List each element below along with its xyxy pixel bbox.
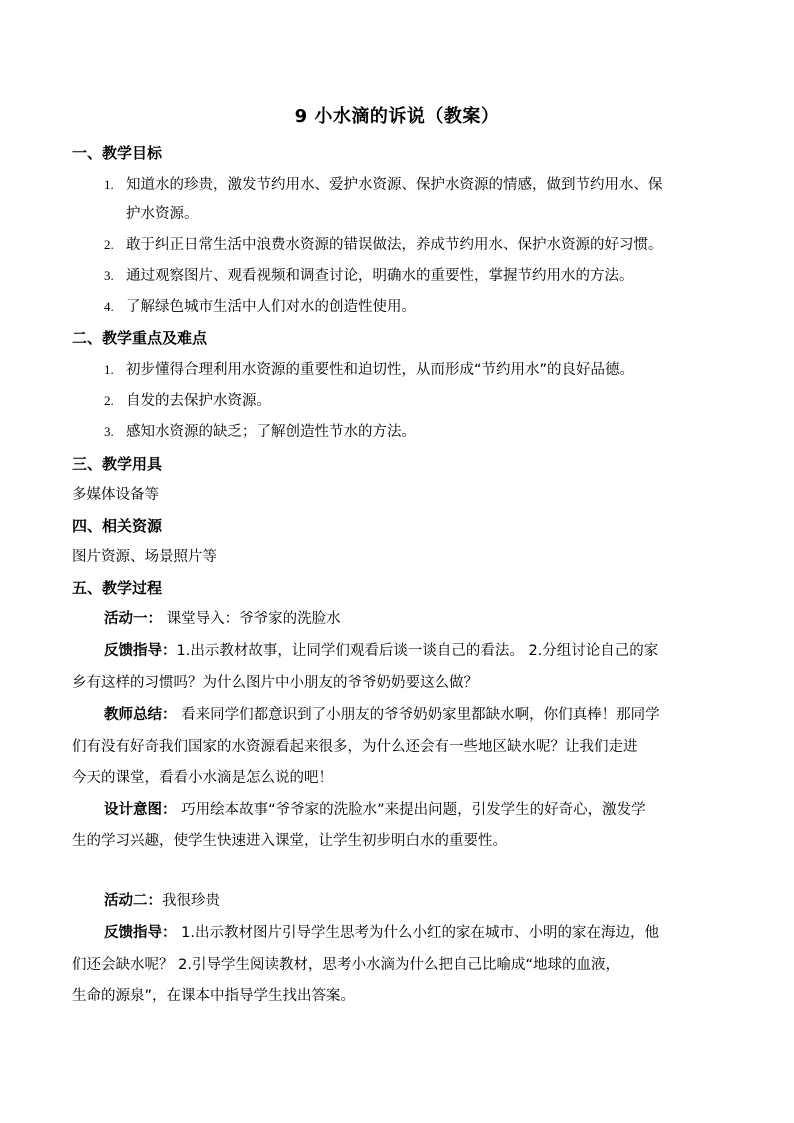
feedback-label: 反馈指导： [104, 643, 177, 659]
list-text: 敢于纠正日常生活中浪费水资源的错误做法，养成节约用水、保护水资源的好习惯。 [126, 237, 663, 253]
list-number: 1. [104, 362, 114, 377]
list-number: 1. [104, 177, 114, 192]
summary-text-continued: 今天的课堂，看看小水滴是怎么说的吧！ [72, 770, 333, 786]
section-heading-resources: 四、相关资源 [72, 517, 163, 535]
document-title: 9 小水滴的诉说（教案） [294, 106, 500, 127]
activity-one-intent [104, 799, 646, 821]
list-item [104, 296, 416, 318]
summary-text-continued: 们有没有好奇我们国家的水资源看起来很多，为什么还会有一些地区缺水呢？让我们走进 [72, 739, 638, 755]
list-number: 2. [104, 237, 114, 252]
feedback-text: 1.出示教材故事，让同学们观看后谈一谈自己的看法。 2.分组讨论自己的家 [176, 643, 659, 659]
list-text: 感知水资源的缺乏；了解创造性节水的方法。 [126, 424, 416, 440]
activity-two-line [104, 890, 220, 912]
section-heading-process: 五、教学过程 [72, 579, 163, 597]
list-item [104, 421, 416, 443]
list-number: 4. [104, 299, 114, 314]
activity-one-label: 活动一： [104, 611, 162, 627]
intent-text: 巧用绘本故事“爷爷家的洗脸水”来提出问题，引发学生的好奇心，激发学 [176, 802, 646, 818]
list-text: 通过观察图片、观看视频和调查讨论，明确水的重要性，掌握节约用水的方法。 [126, 268, 634, 284]
activity-two-feedback [104, 922, 659, 944]
list-number: 3. [104, 268, 114, 283]
list-number: 3. [104, 424, 114, 439]
activity-one-line [104, 608, 341, 630]
activity-two-title: 我很珍贵 [162, 893, 220, 909]
section-heading-objectives: 一、教学目标 [72, 144, 163, 162]
summary-label: 教师总结： [104, 707, 177, 723]
list-item [104, 359, 634, 381]
intent-label: 设计意图： [104, 802, 177, 818]
section-heading-tools: 三、教学用具 [72, 455, 163, 473]
activity-two-label: 活动二： [104, 893, 162, 909]
list-text-continued: 护水资源。 [126, 206, 199, 222]
list-item [104, 390, 271, 412]
feedback-label: 反馈指导： [104, 925, 177, 941]
list-text: 知道水的珍贵，激发节约用水、爱护水资源、保护水资源的情感，做到节约用水、保 [126, 177, 663, 193]
list-item [104, 174, 663, 196]
list-text: 了解绿色城市生活中人们对水的创造性使用。 [126, 299, 416, 315]
feedback-text-continued: 乡有这样的习惯吗？为什么图片中小朋友的爷爷奶奶要这么做？ [72, 675, 478, 691]
intent-text-continued: 生的学习兴趣，使学生快速进入课堂，让学生初步明白水的重要性。 [72, 833, 507, 849]
summary-text: 看来同学们都意识到了小朋友的爷爷奶奶家里都缺水啊，你们真棒！那同学 [176, 707, 660, 723]
activity-one-feedback [104, 640, 658, 662]
feedback-text-continued: 们还会缺水呢？ 2.引导学生阅读教材，思考小水滴为什么把自己比喻成“地球的血液， [72, 957, 620, 973]
feedback-text: 1.出示教材图片引导学生思考为什么小红的家在城市、小明的家在海边，他 [176, 925, 659, 941]
list-item [104, 234, 663, 256]
list-item [104, 265, 634, 287]
section-text-resources: 图片资源、场景照片等 [72, 549, 217, 565]
list-text: 初步懂得合理利用水资源的重要性和迫切性，从而形成“节约用水”的良好品德。 [126, 362, 635, 378]
activity-one-title: 课堂导入：爷爷家的洗脸水 [162, 611, 341, 627]
section-heading-key-points: 二、教学重点及难点 [72, 329, 208, 347]
activity-one-summary [104, 704, 660, 726]
list-text: 自发的去保护水资源。 [126, 393, 271, 409]
section-text-tools: 多媒体设备等 [72, 487, 159, 503]
list-number: 2. [104, 393, 114, 408]
feedback-text-continued: 生命的源泉”，在课本中指导学生找出答案。 [72, 988, 356, 1004]
